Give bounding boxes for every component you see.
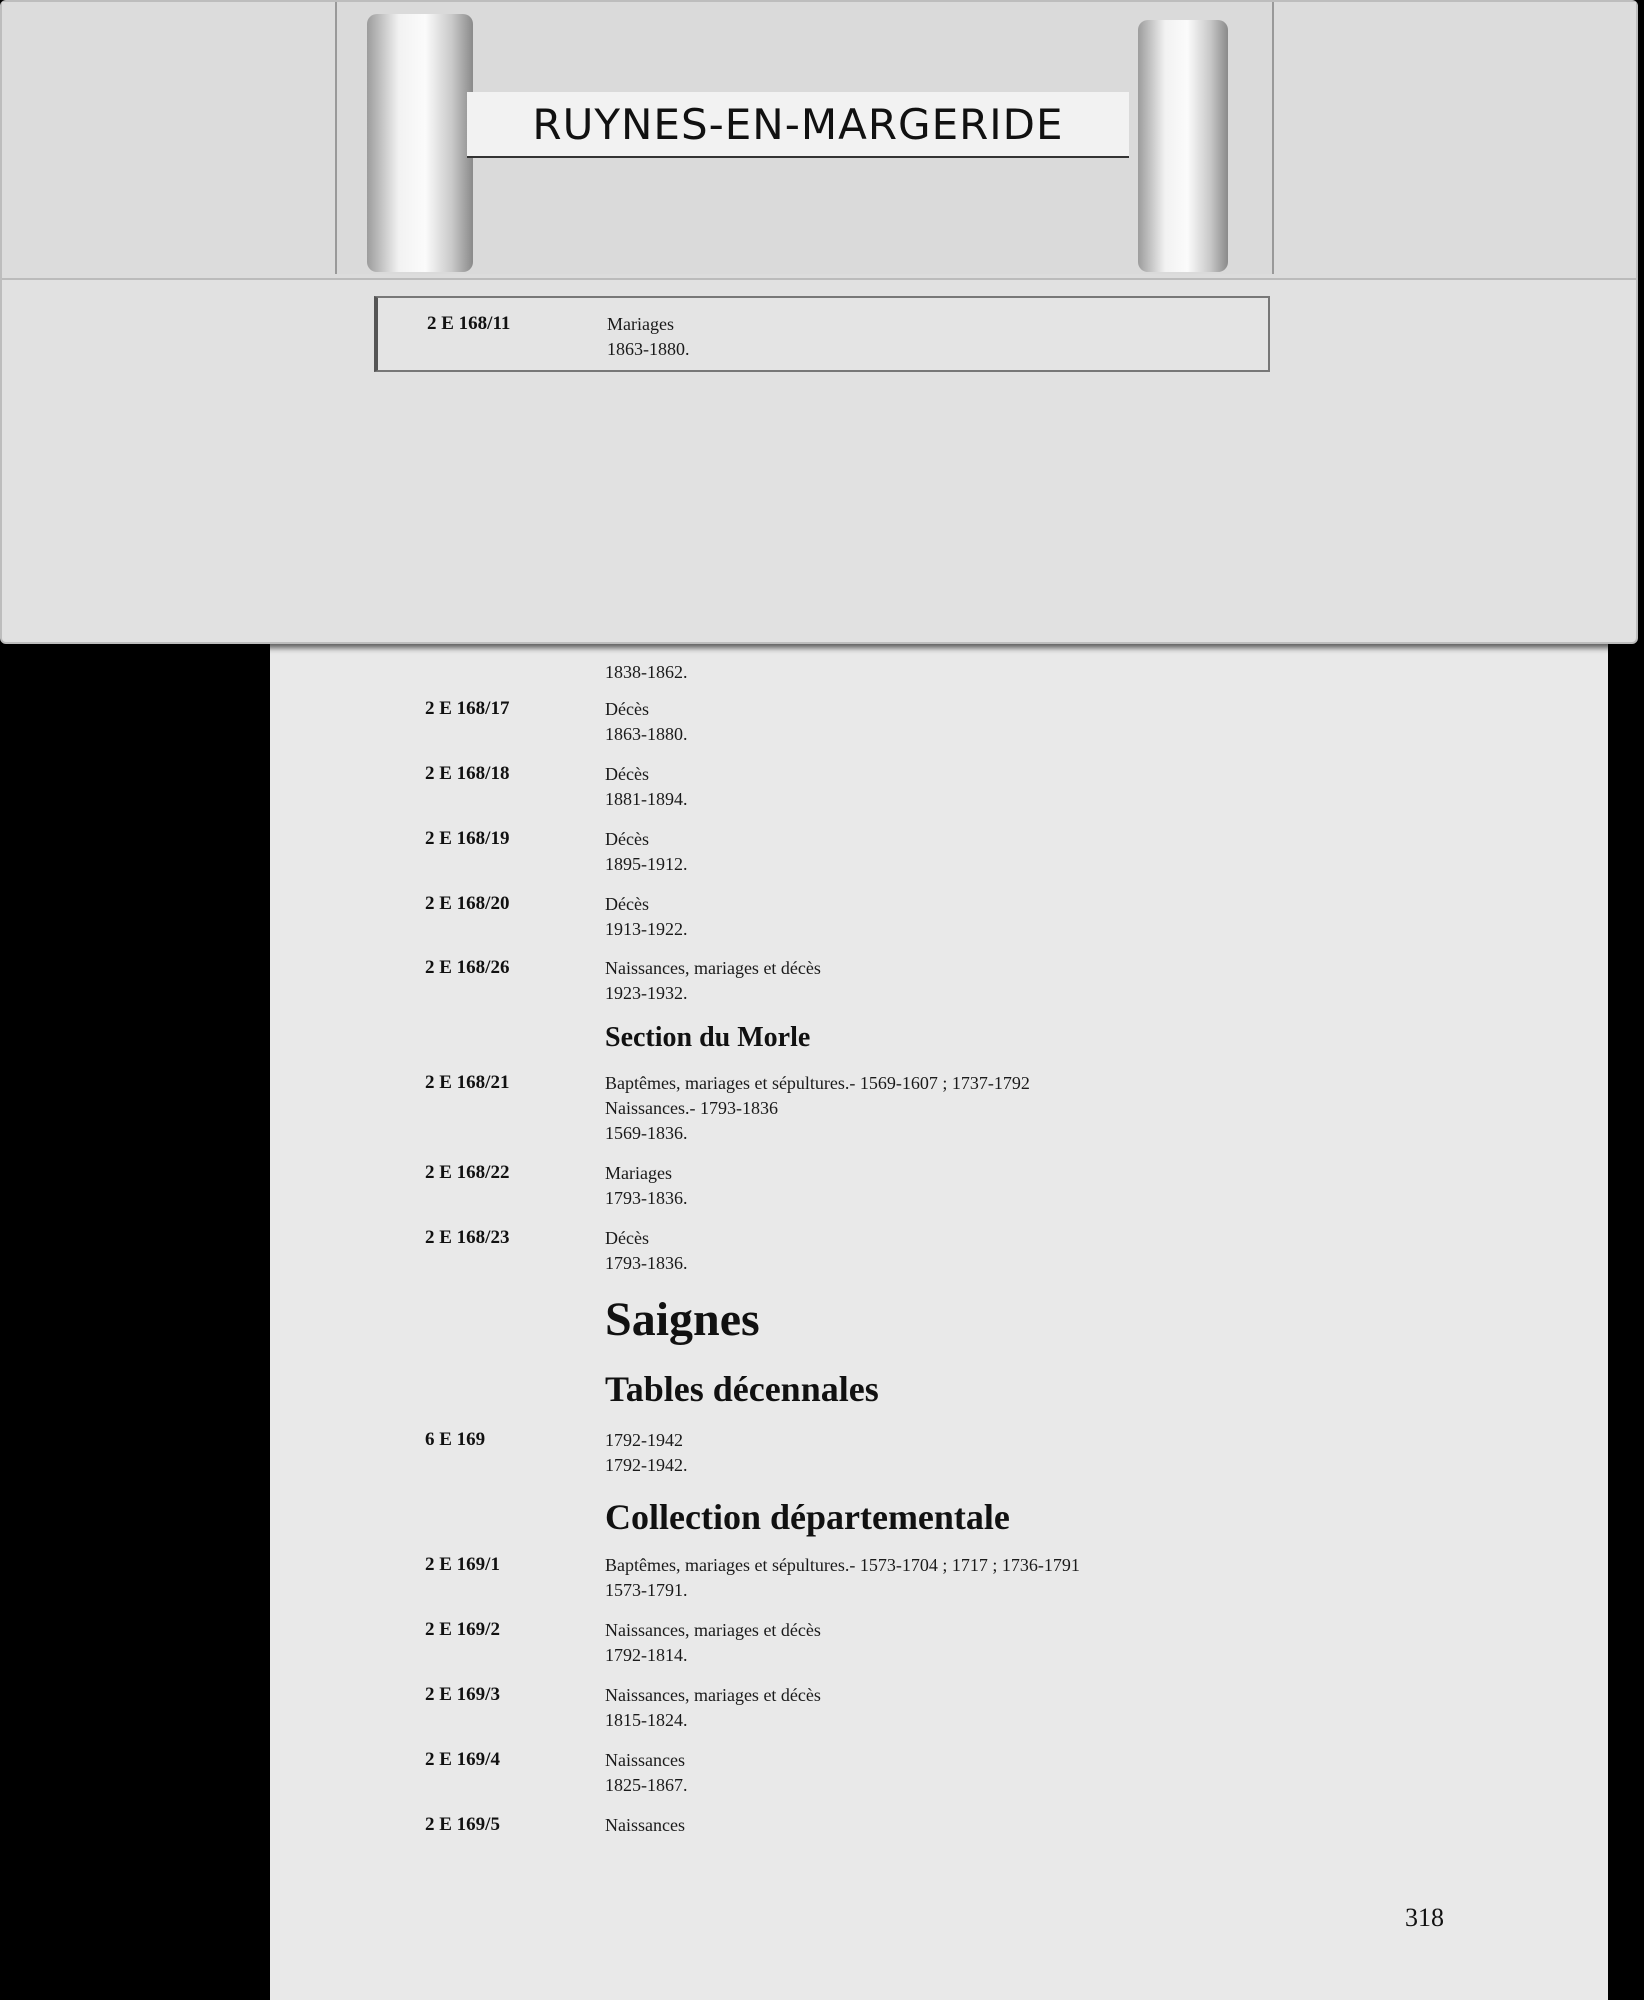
entry-type: Baptêmes, mariages et sépultures.- 1569-1607 ; 1737-1792 bbox=[605, 1073, 1030, 1093]
entry-dates: 1863-1880. bbox=[605, 724, 688, 744]
entry-dates: 1923-1932. bbox=[605, 983, 688, 1003]
subsection-heading: Collection départementale bbox=[605, 1497, 1010, 1537]
entry-dates: 1825-1867. bbox=[605, 1775, 688, 1795]
entry-desc bbox=[605, 827, 688, 877]
entry-code: 2 E 168/19 bbox=[425, 828, 510, 849]
entry-desc bbox=[605, 1428, 688, 1478]
entry-type: Décès bbox=[605, 894, 649, 914]
entry-desc bbox=[605, 1226, 688, 1276]
partial-entry-dates: 1838-1862. bbox=[605, 662, 688, 682]
entry-desc bbox=[605, 956, 821, 1006]
entry-desc bbox=[605, 1071, 1030, 1146]
entry-desc bbox=[605, 1618, 821, 1668]
entry-type: Mariages bbox=[605, 1163, 672, 1183]
entry-code: 2 E 169/2 bbox=[425, 1619, 500, 1640]
entry-code: 2 E 168/20 bbox=[425, 893, 510, 914]
entry-code: 2 E 169/4 bbox=[425, 1749, 500, 1770]
partial-entry bbox=[605, 660, 688, 685]
entry-type: Naissances, mariages et décès bbox=[605, 1620, 821, 1640]
entry-type: Baptêmes, mariages et sépultures.- 1573-1704 ; 1717 ; 1736-1791 bbox=[605, 1555, 1080, 1575]
entry-dates: 1569-1836. bbox=[605, 1123, 688, 1143]
entry-desc bbox=[605, 892, 688, 942]
entry-type: Naissances, mariages et décès bbox=[605, 1685, 821, 1705]
entry-type: 1792-1942 bbox=[605, 1430, 683, 1450]
entry-dates: 1573-1791. bbox=[605, 1580, 688, 1600]
roll-clip-right bbox=[1138, 20, 1228, 272]
entry-dates: 1792-1814. bbox=[605, 1645, 688, 1665]
entry-type: Naissances bbox=[605, 1750, 685, 1770]
entry-code: 2 E 168/21 bbox=[425, 1072, 510, 1093]
subsection-heading: Tables décennales bbox=[605, 1369, 879, 1409]
entry-desc bbox=[605, 1161, 688, 1211]
entry-dates: 1895-1912. bbox=[605, 854, 688, 874]
entry-code: 2 E 169/3 bbox=[425, 1684, 500, 1705]
entry-desc bbox=[605, 1683, 821, 1733]
entry-type: Décès bbox=[605, 699, 649, 719]
entry-dates: 1793-1836. bbox=[605, 1188, 688, 1208]
entry-type-line2: Naissances.- 1793-1836 bbox=[605, 1098, 778, 1118]
entry-code: 2 E 168/18 bbox=[425, 763, 510, 784]
entry-desc bbox=[605, 1748, 688, 1798]
entry-type: Décès bbox=[605, 764, 649, 784]
entry-code: 2 E 168/17 bbox=[425, 698, 510, 719]
commune-heading: Saignes bbox=[605, 1293, 760, 1346]
flap-entry-code: 2 E 168/11 bbox=[427, 313, 511, 334]
entry-code: 2 E 169/1 bbox=[425, 1554, 500, 1575]
entry-code: 2 E 168/22 bbox=[425, 1162, 510, 1183]
entry-type: Décès bbox=[605, 829, 649, 849]
entry-desc bbox=[605, 697, 688, 747]
entry-code: 2 E 169/5 bbox=[425, 1814, 500, 1835]
entry-desc bbox=[605, 1553, 1080, 1603]
entry-dates: 1913-1922. bbox=[605, 919, 688, 939]
entry-dates: 1881-1894. bbox=[605, 789, 688, 809]
entry-code: 2 E 168/26 bbox=[425, 957, 510, 978]
entry-code: 2 E 168/23 bbox=[425, 1227, 510, 1248]
entry-type: Naissances, mariages et décès bbox=[605, 958, 821, 978]
flap-entry-type: Mariages bbox=[607, 314, 674, 334]
page-number: 318 bbox=[1405, 1903, 1444, 1932]
entry-dates: 1792-1942. bbox=[605, 1455, 688, 1475]
entry-desc bbox=[605, 1813, 685, 1838]
entry-dates: 1815-1824. bbox=[605, 1710, 688, 1730]
section-heading: Section du Morle bbox=[605, 1022, 811, 1053]
roll-clip-left bbox=[367, 14, 473, 272]
flap-entry-desc bbox=[607, 312, 690, 362]
entry-type: Naissances bbox=[605, 1815, 685, 1835]
flap-entry-dates: 1863-1880. bbox=[607, 339, 690, 359]
overlay-flap bbox=[0, 0, 1638, 644]
entry-code: 6 E 169 bbox=[425, 1429, 486, 1450]
entry-dates: 1793-1836. bbox=[605, 1253, 688, 1273]
entry-desc bbox=[605, 762, 688, 812]
commune-label: RUYNES-EN-MARGERIDE bbox=[467, 92, 1129, 158]
entry-type: Décès bbox=[605, 1228, 649, 1248]
